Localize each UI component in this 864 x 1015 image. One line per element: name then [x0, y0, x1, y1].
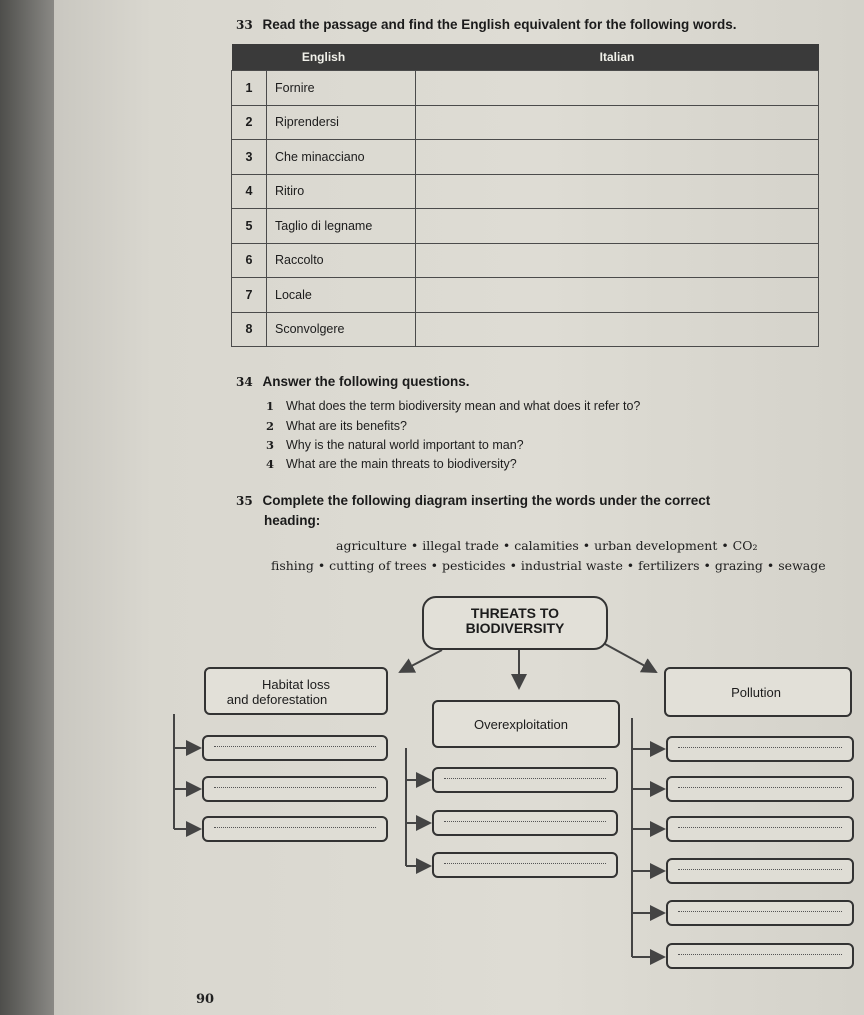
overexploitation-answer-slot[interactable]: [432, 767, 618, 793]
question-number: 3: [266, 438, 275, 452]
row-number: 3: [232, 140, 267, 175]
overexploitation-answer-slot[interactable]: [432, 852, 618, 878]
exercise-34-instruction: Answer the following questions.: [262, 374, 470, 389]
row-word: Taglio di legname: [267, 209, 416, 244]
arrow-to-pollution: [605, 644, 656, 672]
row-word: Riprendersi: [267, 105, 416, 140]
overexploitation-answer-slot[interactable]: [432, 810, 618, 836]
word-bank-line-2: fishing • cutting of trees • pesticides • industrial waste • fertilizers • grazing • sewage: [271, 558, 826, 573]
habitat-loss-line-1: Habitat loss: [262, 677, 330, 692]
row-number: 5: [232, 209, 267, 244]
arrow-to-habitat: [400, 650, 442, 672]
question-text: What are the main threats to biodiversity?: [286, 457, 517, 471]
overexploitation-box: [432, 700, 620, 748]
question-number: 2: [266, 419, 275, 433]
question-text: Why is the natural world important to man?: [286, 438, 524, 452]
habitat-loss-box: [204, 667, 388, 715]
exercise-33-number: 33: [236, 18, 253, 32]
exercise-33-instruction: Read the passage and find the English equivalent for the following words.: [262, 17, 737, 32]
pollution-answer-slot[interactable]: [666, 858, 854, 884]
question-number: 4: [266, 457, 275, 471]
row-number: 6: [232, 243, 267, 278]
row-number: 1: [232, 71, 267, 106]
pollution-answer-slot[interactable]: [666, 900, 854, 926]
row-word: Raccolto: [267, 243, 416, 278]
page-number: 90: [196, 992, 215, 1007]
question-number: 1: [266, 399, 275, 413]
exercise-35-instruction-cont: heading:: [264, 513, 321, 528]
row-number: 4: [232, 174, 267, 209]
row-word: Che minacciano: [267, 140, 416, 175]
row-word: Fornire: [267, 71, 416, 106]
pollution-answer-slot[interactable]: [666, 943, 854, 969]
row-word: Ritiro: [267, 174, 416, 209]
question-text: What does the term biodiversity mean and what does it refer to?: [286, 399, 641, 413]
habitat-answer-slot[interactable]: [202, 735, 388, 761]
english-column-header: English: [232, 44, 416, 71]
pollution-answer-slot[interactable]: [666, 736, 854, 762]
habitat-loss-line-2: and deforestation: [226, 692, 328, 707]
exercise-34-number: 34: [236, 375, 253, 389]
row-number: 8: [232, 312, 267, 347]
exercise-35-number: 35: [236, 494, 253, 508]
pollution-answer-slot[interactable]: [666, 776, 854, 802]
question-text: What are its benefits?: [286, 419, 407, 433]
row-number: 2: [232, 105, 267, 140]
row-word: Locale: [267, 278, 416, 313]
word-bank-line-1: agriculture • illegal trade • calamities • urban development • CO₂: [336, 538, 758, 553]
pollution-label: Pollution: [731, 685, 781, 700]
root-box-line-1: THREATS TO: [470, 605, 560, 621]
row-word: Sconvolgere: [267, 312, 416, 347]
row-number: 7: [232, 278, 267, 313]
pollution-box: [664, 667, 852, 717]
italian-column-header: Italian: [416, 44, 819, 71]
pollution-answer-slot[interactable]: [666, 816, 854, 842]
exercise-35-instruction: Complete the following diagram inserting the words under the correct: [262, 493, 711, 508]
overexploitation-label: Overexploitation: [474, 717, 568, 732]
root-box-threats: [422, 596, 608, 650]
habitat-answer-slot[interactable]: [202, 816, 388, 842]
root-box-line-2: BIODIVERSITY: [465, 620, 565, 636]
habitat-answer-slot[interactable]: [202, 776, 388, 802]
